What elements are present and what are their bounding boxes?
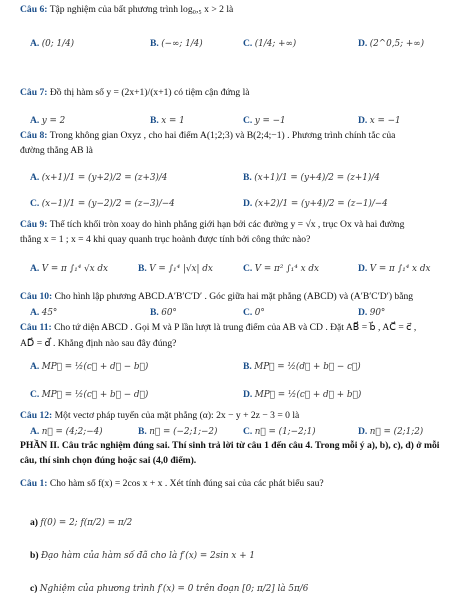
p2q1-item-a: a) f(0) = 2; f(π/2) = π/2 — [30, 517, 133, 528]
q7-option-b: B. x = 1 — [150, 115, 185, 126]
q6-option-a: A. (0; 1/4) — [30, 38, 75, 49]
q9-option-b: B. V = ∫₁⁴ |√x| dx — [138, 263, 213, 274]
part2-question-1: Câu 1: Cho hàm số f(x) = 2cos x + x . Xét tính đúng sai của các phát biểu sau? — [20, 478, 324, 489]
q10-option-b: B. 60° — [150, 307, 177, 318]
question-10: Câu 10: Cho hình lập phương ABCD.A′B′C′D′ . Góc giữa hai mặt phẳng (ABCD) và (A′B′C′D′) bằng — [20, 291, 414, 302]
q9-option-d: D. V = π ∫₁⁴ x dx — [358, 263, 431, 274]
part-2-heading: PHẦN II. Câu trắc nghiệm đúng sai. Thí sinh trả lời từ câu 1 đến câu 4. Trong mỗi ý a), b), c), d) ở mỗi — [20, 440, 440, 451]
q11-option-a: A. MP⃗ = ½(c⃗ + d⃗ − b⃗) — [30, 361, 149, 372]
q9-option-c: C. V = π² ∫₁⁴ x dx — [243, 263, 319, 274]
q8-option-d: D. (x+2)/1 = (y+4)/2 = (z−1)/−4 — [243, 198, 388, 209]
q11-line2: AD⃗ = d⃗ . Khẳng định nào sau đây đúng? — [20, 338, 177, 349]
q9-option-a: A. V = π ∫₁⁴ √x dx — [30, 263, 109, 274]
q11-option-c: C. MP⃗ = ½(c⃗ + b⃗ − d⃗) — [30, 389, 149, 400]
q11-option-b: B. MP⃗ = ½(d⃗ + b⃗ − c⃗) — [243, 361, 361, 372]
question-6 — [20, 4, 233, 16]
p2q1-item-b: b) Đạo hàm của hàm số đã cho là f′(x) = 2sin x + 1 — [30, 550, 255, 561]
q10-option-d: D. 90° — [358, 307, 386, 318]
q12-option-d: D. n⃗ = (2;1;2) — [358, 426, 424, 437]
q6-text: Tập nghiệm của bất phương trình log₀,₅ x > 2 là — [49, 4, 234, 15]
part-2-heading-line2: câu, thí sinh chọn đúng hoặc sai (4,0 điểm). — [20, 455, 197, 466]
question-9: Câu 9: Thể tích khối tròn xoay do hình phẳng giới hạn bởi các đường y = √x , trục Ox và hai đường — [20, 219, 405, 230]
q6-option-b: B. (−∞; 1/4) — [150, 38, 203, 49]
question-7: Câu 7: Đồ thị hàm số y = (2x+1)/(x+1) có tiệm cận đứng là — [20, 87, 250, 98]
q8-line2: đường thẳng AB là — [20, 145, 93, 156]
q6-option-c: C. (1/4; +∞) — [243, 38, 297, 49]
q9-line2: thẳng x = 1 ; x = 4 khi quay quanh trục hoành được tính bởi công thức nào? — [20, 234, 311, 245]
q12-option-a: A. n⃗ = (4;2;−4) — [30, 426, 103, 437]
q11-option-d: D. MP⃗ = ½(c⃗ + d⃗ + b⃗) — [243, 389, 362, 400]
p2q1-item-c: c) Nghiệm của phương trình f′(x) = 0 trên đoạn [0; π/2] là 5π/6 — [30, 583, 309, 594]
q7-option-c: C. y = −1 — [243, 115, 286, 126]
q12-option-c: C. n⃗ = (1;−2;1) — [243, 426, 316, 437]
q12-option-b: B. n⃗ = (−2;1;−2) — [138, 426, 218, 437]
question-12: Câu 12: Một vectơ pháp tuyến của mặt phẳng (α): 2x − y + 2z − 3 = 0 là — [20, 410, 300, 421]
q6-option-d: D. (2^0,5; +∞) — [358, 38, 425, 49]
question-11: Câu 11: Cho tứ diện ABCD . Gọi M và P lần lượt là trung điểm của AB và CD . Đặt AB⃗ = b⃗ , AC⃗ = c⃗ , — [20, 322, 417, 333]
q8-option-b: B. (x+1)/1 = (y+4)/2 = (z+1)/4 — [243, 172, 380, 183]
q7-option-d: D. x = −1 — [358, 115, 401, 126]
q6-label: Câu 6: — [20, 4, 48, 15]
q8-option-a: A. (x+1)/1 = (y+2)/2 = (z+3)/4 — [30, 172, 168, 183]
q8-option-c: C. (x−1)/1 = (y−2)/2 = (z−3)/−4 — [30, 198, 175, 209]
q7-option-a: A. y = 2 — [30, 115, 66, 126]
q10-option-c: C. 0° — [243, 307, 265, 318]
q10-option-a: A. 45° — [30, 307, 58, 318]
question-8: Câu 8: Trong không gian Oxyz , cho hai điểm A(1;2;3) và B(2;4;−1) . Phương trình chính tắc của — [20, 130, 396, 141]
